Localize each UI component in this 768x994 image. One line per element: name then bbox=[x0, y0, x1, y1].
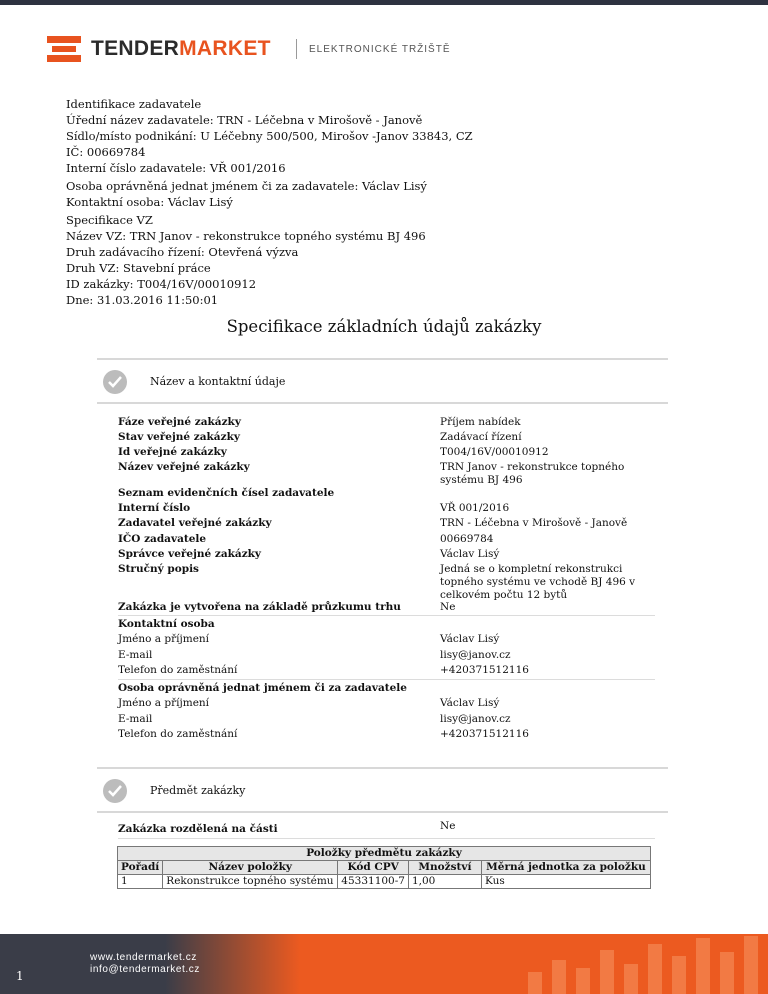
field-value: Václav Lisý bbox=[440, 633, 500, 645]
logo-separator bbox=[296, 39, 297, 59]
field-label: Zakázka rozdělená na části bbox=[118, 823, 278, 835]
info-line: Sídlo/místo podnikání: U Léčebny 500/500, Mirošov -Janov 33843, CZ bbox=[66, 129, 473, 143]
footer-contact bbox=[90, 952, 200, 976]
table-cell: 45331100-7 bbox=[338, 875, 409, 889]
info-line: Úřední název zadavatele: TRN - Léčebna v Mirošově - Janově bbox=[66, 113, 423, 127]
table-header: Kód CPV bbox=[338, 861, 409, 875]
field-value: Příjem nabídek bbox=[440, 416, 521, 428]
footer-bars-decoration bbox=[508, 934, 768, 994]
logo-mark-icon bbox=[47, 36, 81, 62]
page-title: Specifikace základních údajů zakázky bbox=[226, 317, 542, 336]
table-header: Pořadí bbox=[118, 861, 163, 875]
website-link[interactable]: www.tendermarket.cz bbox=[90, 952, 197, 963]
check-icon bbox=[103, 779, 127, 803]
items-table bbox=[117, 846, 651, 889]
info-line: Název VZ: TRN Janov - rekonstrukce topného systému BJ 496 bbox=[66, 229, 426, 243]
info-line: Dne: 31.03.2016 11:50:01 bbox=[66, 293, 219, 307]
field-label: Id veřejné zakázky bbox=[118, 446, 227, 458]
field-label: Seznam evidenčních čísel zadavatele bbox=[118, 487, 335, 499]
info-line: Identifikace zadavatele bbox=[66, 97, 202, 111]
contact-heading: Kontaktní osoba bbox=[118, 618, 215, 630]
field-label: Správce veřejné zakázky bbox=[118, 548, 262, 560]
info-line: Specifikace VZ bbox=[66, 213, 153, 227]
field-value: Ne bbox=[440, 820, 456, 832]
authorized-heading: Osoba oprávněná jednat jménem či za zadavatele bbox=[118, 682, 407, 694]
section-divider bbox=[97, 402, 668, 404]
section-divider bbox=[97, 811, 668, 813]
info-line: Interní číslo zadavatele: VŘ 001/2016 bbox=[66, 161, 286, 175]
page-number: 1 bbox=[16, 969, 24, 983]
check-icon bbox=[103, 370, 127, 394]
section-divider bbox=[97, 358, 668, 360]
table-cell: Rekonstrukce topného systému bbox=[163, 875, 338, 889]
field-label: E-mail bbox=[118, 713, 153, 725]
field-value: VŘ 001/2016 bbox=[440, 502, 510, 514]
field-value: lisy@janov.cz bbox=[440, 649, 511, 661]
email-link[interactable]: info@tendermarket.cz bbox=[90, 964, 200, 975]
table-cell: 1,00 bbox=[408, 875, 481, 889]
section-divider bbox=[97, 767, 668, 769]
table-cell: Kus bbox=[481, 875, 650, 889]
field-value: lisy@janov.cz bbox=[440, 713, 511, 725]
field-label: Interní číslo bbox=[118, 502, 191, 514]
table-header: Měrná jednotka za položku bbox=[481, 861, 650, 875]
field-label: Jméno a příjmení bbox=[118, 633, 210, 645]
field-label: Stav veřejné zakázky bbox=[118, 431, 240, 443]
field-value: +420371512116 bbox=[440, 664, 529, 676]
field-label: Název veřejné zakázky bbox=[118, 461, 250, 473]
table-header: Množství bbox=[408, 861, 481, 875]
contracting-authority-info bbox=[66, 96, 473, 176]
info-line: ID zakázky: T004/16V/00010912 bbox=[66, 277, 257, 291]
field-value: 00669784 bbox=[440, 533, 494, 545]
field-value: TRN Janov - rekonstrukce topného systému BJ 496 bbox=[440, 461, 625, 486]
field-label: Telefon do zaměstnání bbox=[118, 664, 238, 676]
info-line: Druh VZ: Stavební práce bbox=[66, 261, 211, 275]
info-line: Osoba oprávněná jednat jménem či za zadavatele: Václav Lisý bbox=[66, 179, 427, 193]
info-line: IČ: 00669784 bbox=[66, 145, 146, 159]
top-bar bbox=[0, 0, 768, 5]
field-value: TRN - Léčebna v Mirošově - Janově bbox=[440, 517, 628, 529]
tender-spec-info bbox=[66, 212, 426, 308]
field-value: +420371512116 bbox=[440, 728, 529, 740]
section-title-contact: Název a kontaktní údaje bbox=[150, 375, 286, 388]
table-row bbox=[118, 875, 651, 889]
table-header: Název položky bbox=[163, 861, 338, 875]
field-label: Fáze veřejné zakázky bbox=[118, 416, 241, 428]
field-label: Stručný popis bbox=[118, 563, 199, 575]
field-label: Zakázka je vytvořena na základě průzkumu trhu bbox=[118, 601, 401, 613]
field-value: Jedná se o kompletní rekonstrukci topného systému ve vchodě BJ 496 v celkovém počtu 12 bytů bbox=[440, 563, 636, 601]
field-label: Jméno a příjmení bbox=[118, 697, 210, 709]
logo-wordmark: TENDERMARKET bbox=[91, 37, 271, 60]
field-value: T004/16V/00010912 bbox=[440, 446, 549, 458]
row-divider bbox=[118, 679, 655, 680]
field-label: Telefon do zaměstnání bbox=[118, 728, 238, 740]
field-value: Václav Lisý bbox=[440, 697, 500, 709]
info-line: Kontaktní osoba: Václav Lisý bbox=[66, 195, 233, 209]
table-caption: Položky předmětu zakázky bbox=[118, 847, 651, 861]
row-divider bbox=[118, 838, 655, 839]
row-divider bbox=[118, 615, 655, 616]
field-value: Ne bbox=[440, 601, 456, 613]
table-cell: 1 bbox=[118, 875, 163, 889]
info-line: Druh zadávacího řízení: Otevřená výzva bbox=[66, 245, 299, 259]
field-label: IČO zadavatele bbox=[118, 533, 207, 545]
logo-tagline: ELEKTRONICKÉ TRŽIŠTĚ bbox=[309, 44, 451, 55]
footer bbox=[0, 934, 768, 994]
field-label: E-mail bbox=[118, 649, 153, 661]
authorized-person-info bbox=[66, 178, 427, 210]
section-title-subject: Předmět zakázky bbox=[150, 784, 246, 797]
field-label: Zadavatel veřejné zakázky bbox=[118, 517, 272, 529]
field-value: Václav Lisý bbox=[440, 548, 500, 560]
field-value: Zadávací řízení bbox=[440, 431, 522, 443]
